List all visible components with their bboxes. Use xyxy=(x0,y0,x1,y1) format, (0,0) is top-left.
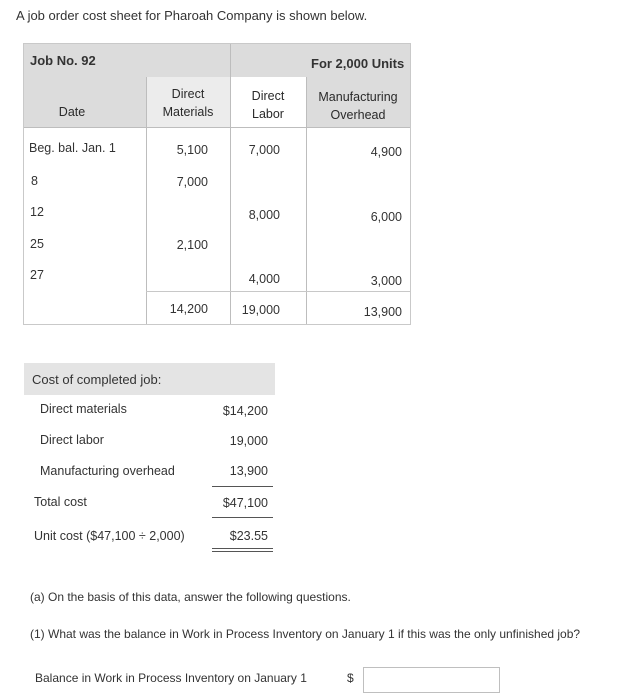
dl-header-1: Direct xyxy=(251,89,285,103)
unit-rule-2 xyxy=(212,551,273,552)
totals-rule xyxy=(146,291,410,292)
dm-header-2: Materials xyxy=(162,105,214,119)
row-date: 27 xyxy=(30,268,44,282)
row-dm: 2,100 xyxy=(176,238,208,252)
intro-text: A job order cost sheet for Pharoah Company is shown below. xyxy=(16,8,368,23)
row-dl: 4,000 xyxy=(248,272,280,286)
row-mo: 4,900 xyxy=(370,145,402,159)
row-mo: 3,000 xyxy=(370,274,402,288)
row-dl: 7,000 xyxy=(248,143,280,157)
dl-label: Direct labor xyxy=(40,433,104,447)
units-label: For 2,000 Units xyxy=(311,56,405,71)
dm-header-1: Direct xyxy=(171,87,205,101)
wip-balance-input[interactable] xyxy=(363,667,500,693)
dm-label: Direct materials xyxy=(40,402,127,416)
dl-value: 19,000 xyxy=(229,434,268,448)
question-a: (a) On the basis of this data, answer the following questions. xyxy=(30,590,351,604)
row-date: 25 xyxy=(30,237,44,251)
currency-symbol: $ xyxy=(347,671,354,685)
row-date: Beg. bal. Jan. 1 xyxy=(29,141,116,155)
subtotal-rule xyxy=(212,486,273,487)
completed-job-title: Cost of completed job: xyxy=(32,372,162,387)
job-number: Job No. 92 xyxy=(30,53,96,68)
mo-label: Manufacturing overhead xyxy=(40,464,175,478)
answer-label: Balance in Work in Process Inventory on January 1 xyxy=(35,671,307,685)
total-cost-value: $47,100 xyxy=(222,496,268,510)
total-mo: 13,900 xyxy=(363,305,402,319)
mo-value: 13,900 xyxy=(229,464,268,478)
mo-header-1: Manufacturing xyxy=(318,90,398,104)
dl-header-2: Labor xyxy=(252,107,284,121)
total-cost-label: Total cost xyxy=(34,495,87,509)
mo-header-2: Overhead xyxy=(330,108,386,122)
unit-cost-label: Unit cost ($47,100 ÷ 2,000) xyxy=(34,529,185,543)
job-order-cost-sheet xyxy=(23,43,411,325)
total-dm: 14,200 xyxy=(169,302,208,316)
total-dl: 19,000 xyxy=(241,303,280,317)
row-mo: 6,000 xyxy=(370,210,402,224)
row-dm: 7,000 xyxy=(176,175,208,189)
dm-value: $14,200 xyxy=(222,404,268,418)
unit-cost-value: $23.55 xyxy=(229,529,268,543)
total-rule xyxy=(212,517,273,518)
question-1: (1) What was the balance in Work in Process Inventory on January 1 if this was the only unfinished job? xyxy=(30,627,581,641)
unit-rule-1 xyxy=(212,548,273,549)
row-dl: 8,000 xyxy=(248,208,280,222)
header-rule xyxy=(24,127,410,128)
date-header: Date xyxy=(58,105,86,119)
row-date: 12 xyxy=(30,205,44,219)
row-dm: 5,100 xyxy=(176,143,208,157)
row-date: 8 xyxy=(31,174,38,188)
